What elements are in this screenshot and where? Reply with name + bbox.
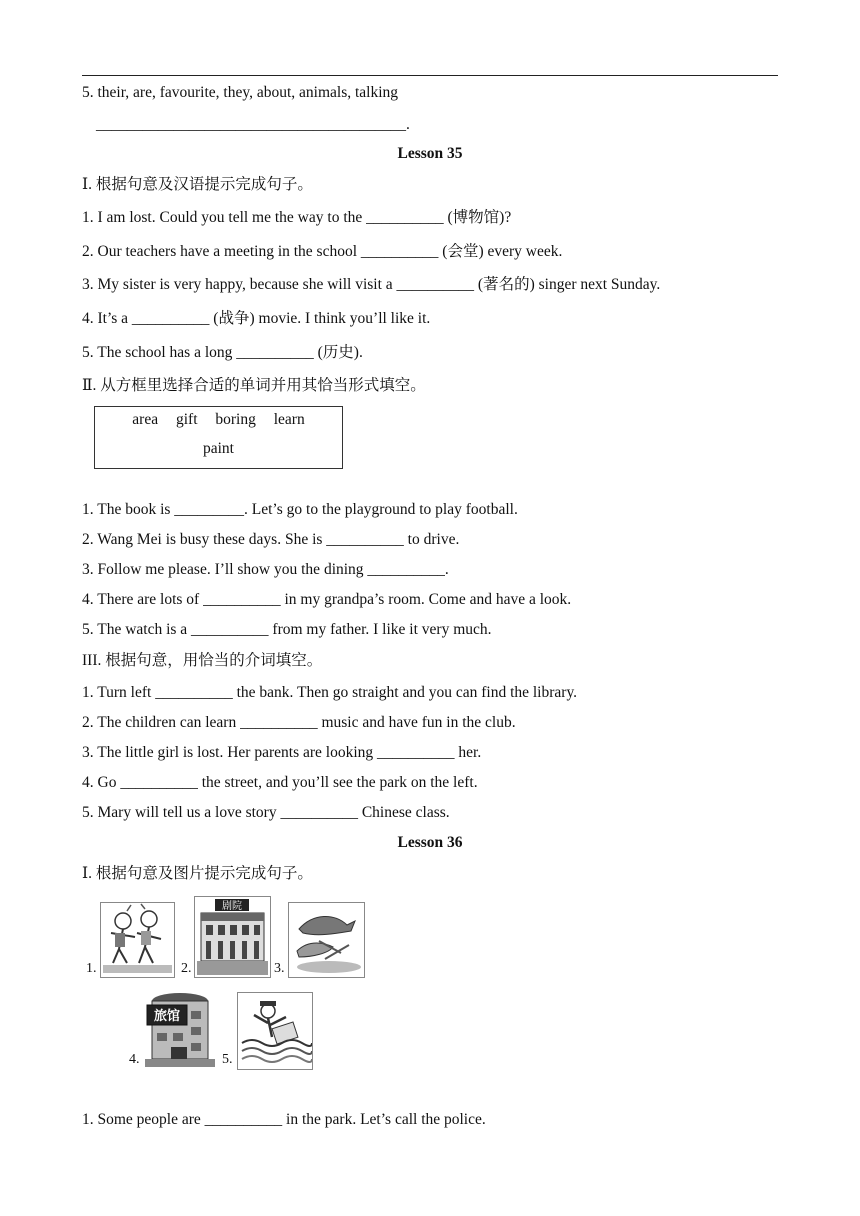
theatre-sign: 剧院 [222,901,242,912]
picture-label: 2. [181,961,192,976]
picture-label: 1. [86,961,97,976]
exercise-item: 5. The school has a long __________ (历史). [82,344,363,361]
exercise-item: 4. Go __________ the street, and you’ll see the park on the left. [82,774,478,791]
top-rule [82,75,778,76]
section-heading: Ⅱ. 从方框里选择合适的单词并用其恰当形式填空。 [82,377,426,394]
answer-line: ________________________________________. [96,116,410,133]
hotel-sign: 旅馆 [153,1009,181,1024]
theatre-building-icon [194,896,271,978]
exercise-item: 5. Mary will tell us a love story __________ Chinese class. [82,804,450,821]
exercise-item: 3. The little girl is lost. Her parents are looking __________ her. [82,744,482,761]
exercise-item: 5. The watch is a __________ from my father. I like it very much. [82,621,492,638]
exercise-item: 4. It’s a __________ (战争) movie. I think you’ll like it. [82,310,431,327]
word-box-row: area gift boring learn [132,411,305,428]
exercise-item: 1. Some people are __________ in the park. Let’s call the police. [82,1111,486,1128]
exercise-item: 2. Our teachers have a meeting in the school __________ (会堂) every week. [82,243,563,260]
word-box [94,406,343,469]
exercise-item: 3. My sister is very happy, because she will visit a __________ (著名的) singer next Sunday. [82,276,661,293]
drowning-person-icon [237,992,313,1070]
dolphin-show-icon [288,902,365,978]
lesson-36-title: Lesson 36 [397,834,463,851]
section-heading: III. 根据句意，用恰当的介词填空。 [82,652,323,669]
fighting-kids-icon [100,902,175,978]
exercise-item: 2. The children can learn __________ music and have fun in the club. [82,714,516,731]
exercise-item: 3. Follow me please. I’ll show you the dining __________. [82,561,449,578]
exercise-item: 1. Turn left __________ the bank. Then go straight and you can find the library. [82,684,578,701]
exercise-item: 1. The book is _________. Let’s go to the playground to play football. [82,501,518,518]
lesson-35-title: Lesson 35 [397,145,463,162]
picture-label: 4. [129,1052,140,1067]
exercise-item: 1. I am lost. Could you tell me the way to the __________ (博物馆)? [82,209,512,226]
section-heading: Ⅰ. 根据句意及汉语提示完成句子。 [82,176,313,193]
picture-label: 5. [222,1052,233,1067]
section-heading: Ⅰ. 根据句意及图片提示完成句子。 [82,865,313,882]
exercise-item: 2. Wang Mei is busy these days. She is __________ to drive. [82,531,460,548]
picture-label: 3. [274,961,285,976]
hotel-building-icon [142,990,218,1070]
word-box-row: paint [203,440,234,457]
exercise-item: 5. their, are, favourite, they, about, animals, talking [82,84,399,101]
exercise-item: 4. There are lots of __________ in my grandpa’s room. Come and have a look. [82,591,572,608]
